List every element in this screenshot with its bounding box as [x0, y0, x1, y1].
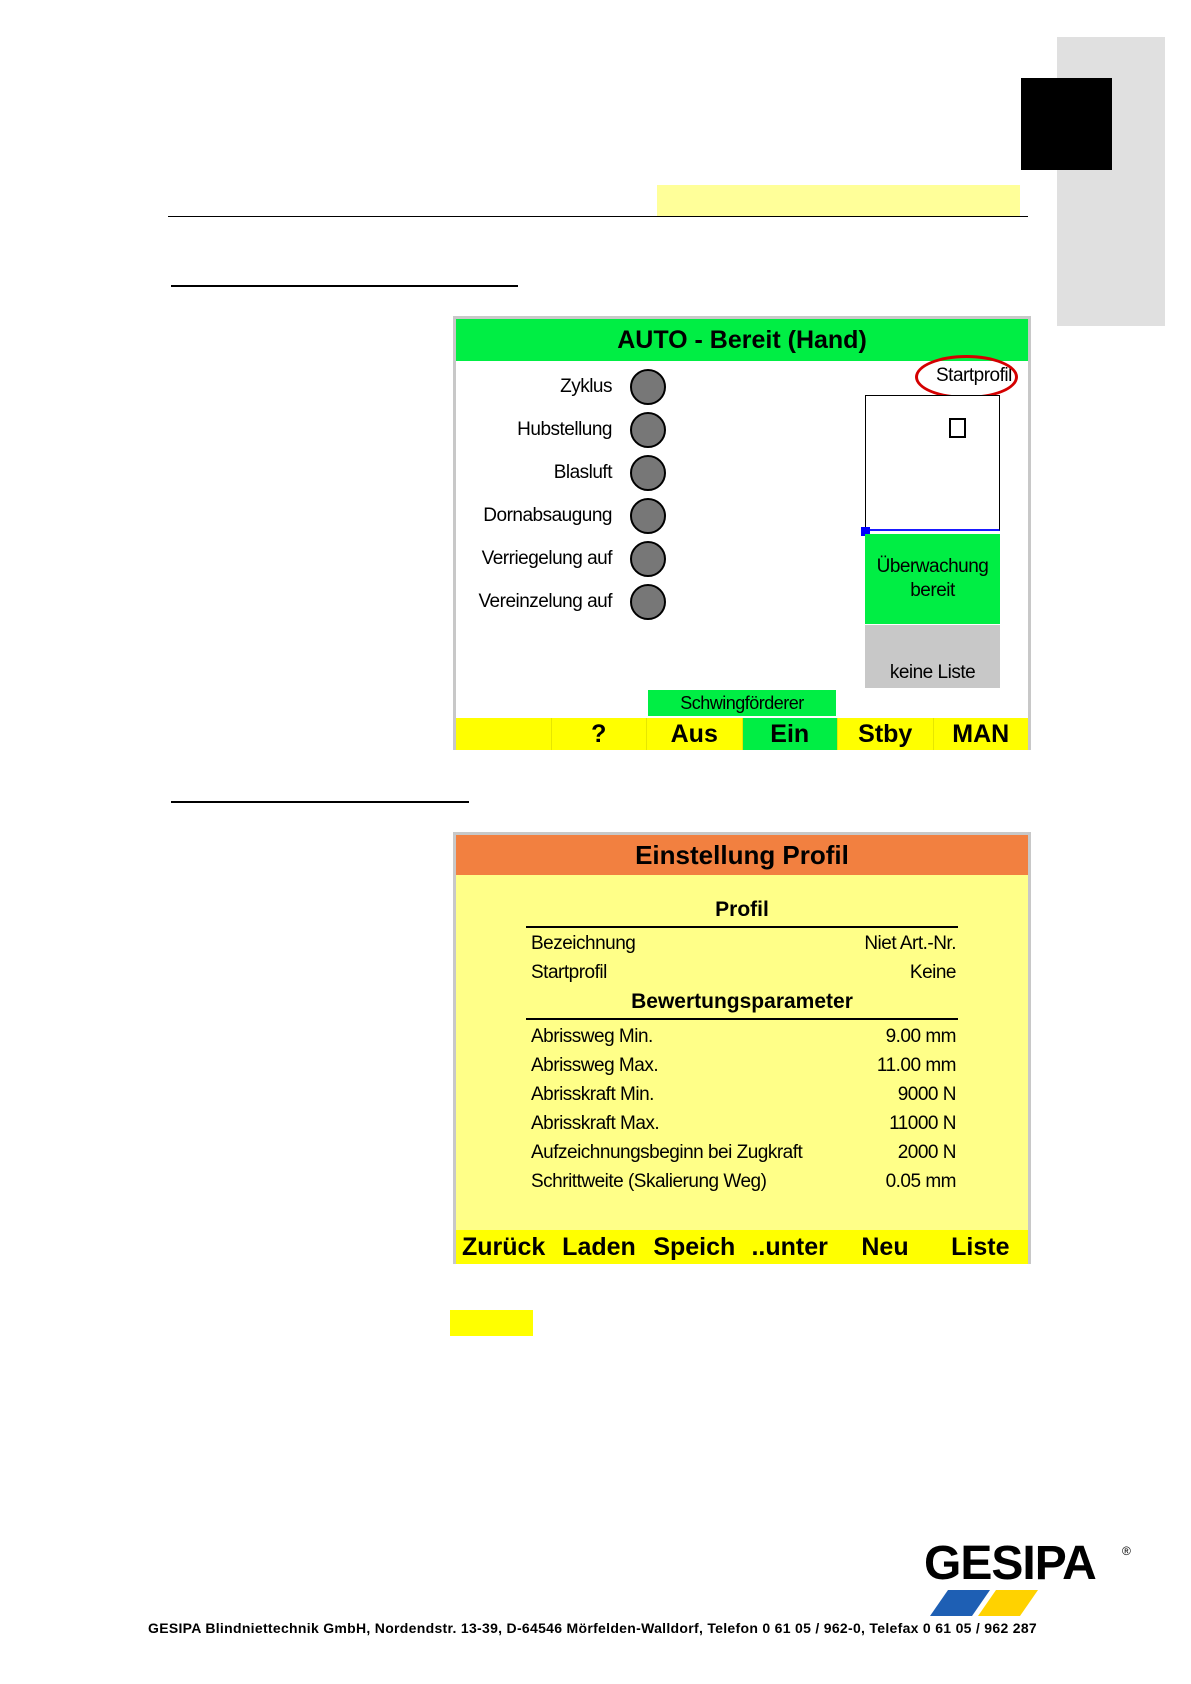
softkey-stby[interactable]: Stby	[838, 718, 934, 750]
status-label: Zyklus	[560, 376, 612, 397]
param-row-abrissweg-min[interactable]	[531, 1023, 956, 1051]
param-row-startprofil[interactable]	[531, 959, 956, 987]
section-heading-profil: Profil	[715, 898, 769, 921]
einstellung-profil-screen	[453, 832, 1031, 1264]
softkey-neu[interactable]: Neu	[861, 1232, 909, 1261]
param-label: Aufzeichnungsbeginn bei Zugkraft	[531, 1142, 803, 1163]
softkey-speichern-unter[interactable]: ..unter	[751, 1232, 828, 1261]
highlight-mark	[450, 1310, 533, 1336]
status-row-zyklus	[476, 367, 666, 407]
param-row-abrisskraft-min[interactable]	[531, 1081, 956, 1109]
status-row-hubstellung	[476, 410, 666, 450]
param-label: Bezeichnung	[531, 933, 636, 954]
param-label: Abrisskraft Min.	[531, 1084, 654, 1105]
softkey-ein[interactable]: Ein	[743, 718, 839, 750]
section-heading-bewertung: Bewertungsparameter	[631, 990, 853, 1013]
ueberwachung-status	[865, 534, 1000, 624]
status-row-dornabsaugung	[476, 496, 666, 536]
param-row-abrissweg-max[interactable]	[531, 1052, 956, 1080]
param-row-abrisskraft-max[interactable]	[531, 1110, 956, 1138]
gesipa-logo-text: GESIPA	[924, 1537, 1096, 1590]
param-label: Abrissweg Max.	[531, 1055, 659, 1076]
startprofil-label: Startprofil	[936, 365, 1012, 386]
ueberwachung-line2: bereit	[910, 580, 955, 601]
callout-ring	[915, 355, 1018, 399]
status-label: Hubstellung	[517, 419, 612, 440]
keine-liste-status: keine Liste	[865, 625, 1000, 688]
softkey-bar	[456, 1230, 1028, 1264]
status-lamp-icon	[630, 412, 666, 448]
status-row-blasluft	[476, 453, 666, 493]
checkbox-icon[interactable]	[949, 418, 966, 438]
status-row-verriegelung	[476, 539, 666, 579]
logo-stripes-icon	[930, 1590, 1110, 1616]
footer-address: GESIPA Blindniettechnik GmbH, Nordendstr. 13-39, D-64546 Mörfelden-Walldorf, Telefon 0 61 05 / 962-0, Telefax 0 61 05 / 962 287	[148, 1620, 1038, 1636]
section-rule-2	[171, 801, 469, 803]
monitor-graph-box	[865, 395, 1000, 531]
softkey-aus[interactable]: Aus	[647, 718, 743, 750]
param-label: Abrissweg Min.	[531, 1026, 653, 1047]
softkey-man[interactable]: MAN	[952, 719, 1010, 748]
softkey-liste[interactable]: Liste	[951, 1232, 1010, 1261]
ueberwachung-line1: Überwachung	[876, 556, 989, 577]
param-value: 11.00 mm	[876, 1055, 956, 1076]
param-value: 2000 N	[897, 1142, 956, 1163]
param-value: 0.05 mm	[885, 1171, 956, 1192]
param-value: 9.00 mm	[885, 1026, 956, 1047]
auto-bereit-screen	[453, 316, 1031, 750]
softkey-1[interactable]	[456, 718, 552, 750]
softkey-speichern[interactable]: Speich	[653, 1232, 736, 1261]
registered-mark: ®	[1122, 1544, 1131, 1558]
param-row-aufzeichnungsbeginn[interactable]	[531, 1139, 956, 1167]
status-label: Vereinzelung auf	[478, 591, 612, 612]
status-label: Blasluft	[553, 462, 612, 483]
status-lamp-icon	[630, 498, 666, 534]
section-rule	[526, 1018, 958, 1020]
status-lamp-icon	[630, 541, 666, 577]
param-value: 9000 N	[897, 1084, 956, 1105]
header-rule	[168, 216, 1028, 217]
param-value: Niet Art.-Nr.	[864, 933, 956, 954]
param-label: Schrittweite (Skalierung Weg)	[531, 1171, 767, 1192]
param-value: 11000 N	[889, 1113, 956, 1134]
softkey-help[interactable]: ?	[552, 718, 648, 750]
status-lamp-icon	[630, 584, 666, 620]
schwingfoerderer-label: Schwingförderer	[648, 690, 836, 716]
status-lamp-icon	[630, 455, 666, 491]
softkey-bar	[456, 718, 1028, 750]
section-rule	[526, 926, 958, 928]
param-row-schrittweite[interactable]	[531, 1168, 956, 1196]
status-row-vereinzelung	[476, 582, 666, 622]
screen-title: AUTO - Bereit (Hand)	[456, 319, 1028, 361]
param-label: Abrisskraft Max.	[531, 1113, 660, 1134]
softkey-zurueck[interactable]: Zurück	[461, 1232, 546, 1261]
param-row-bezeichnung[interactable]	[531, 930, 956, 958]
status-lamp-icon	[630, 369, 666, 405]
chapter-marker-box	[1021, 78, 1112, 170]
param-label: Startprofil	[531, 962, 607, 983]
softkey-laden[interactable]: Laden	[562, 1232, 636, 1261]
param-value: Keine	[909, 962, 956, 983]
header-highlight	[657, 185, 1020, 216]
status-label: Dornabsaugung	[483, 505, 612, 526]
status-label: Verriegelung auf	[481, 548, 612, 569]
screen-title: Einstellung Profil	[456, 835, 1028, 875]
section-rule-1	[171, 285, 518, 287]
